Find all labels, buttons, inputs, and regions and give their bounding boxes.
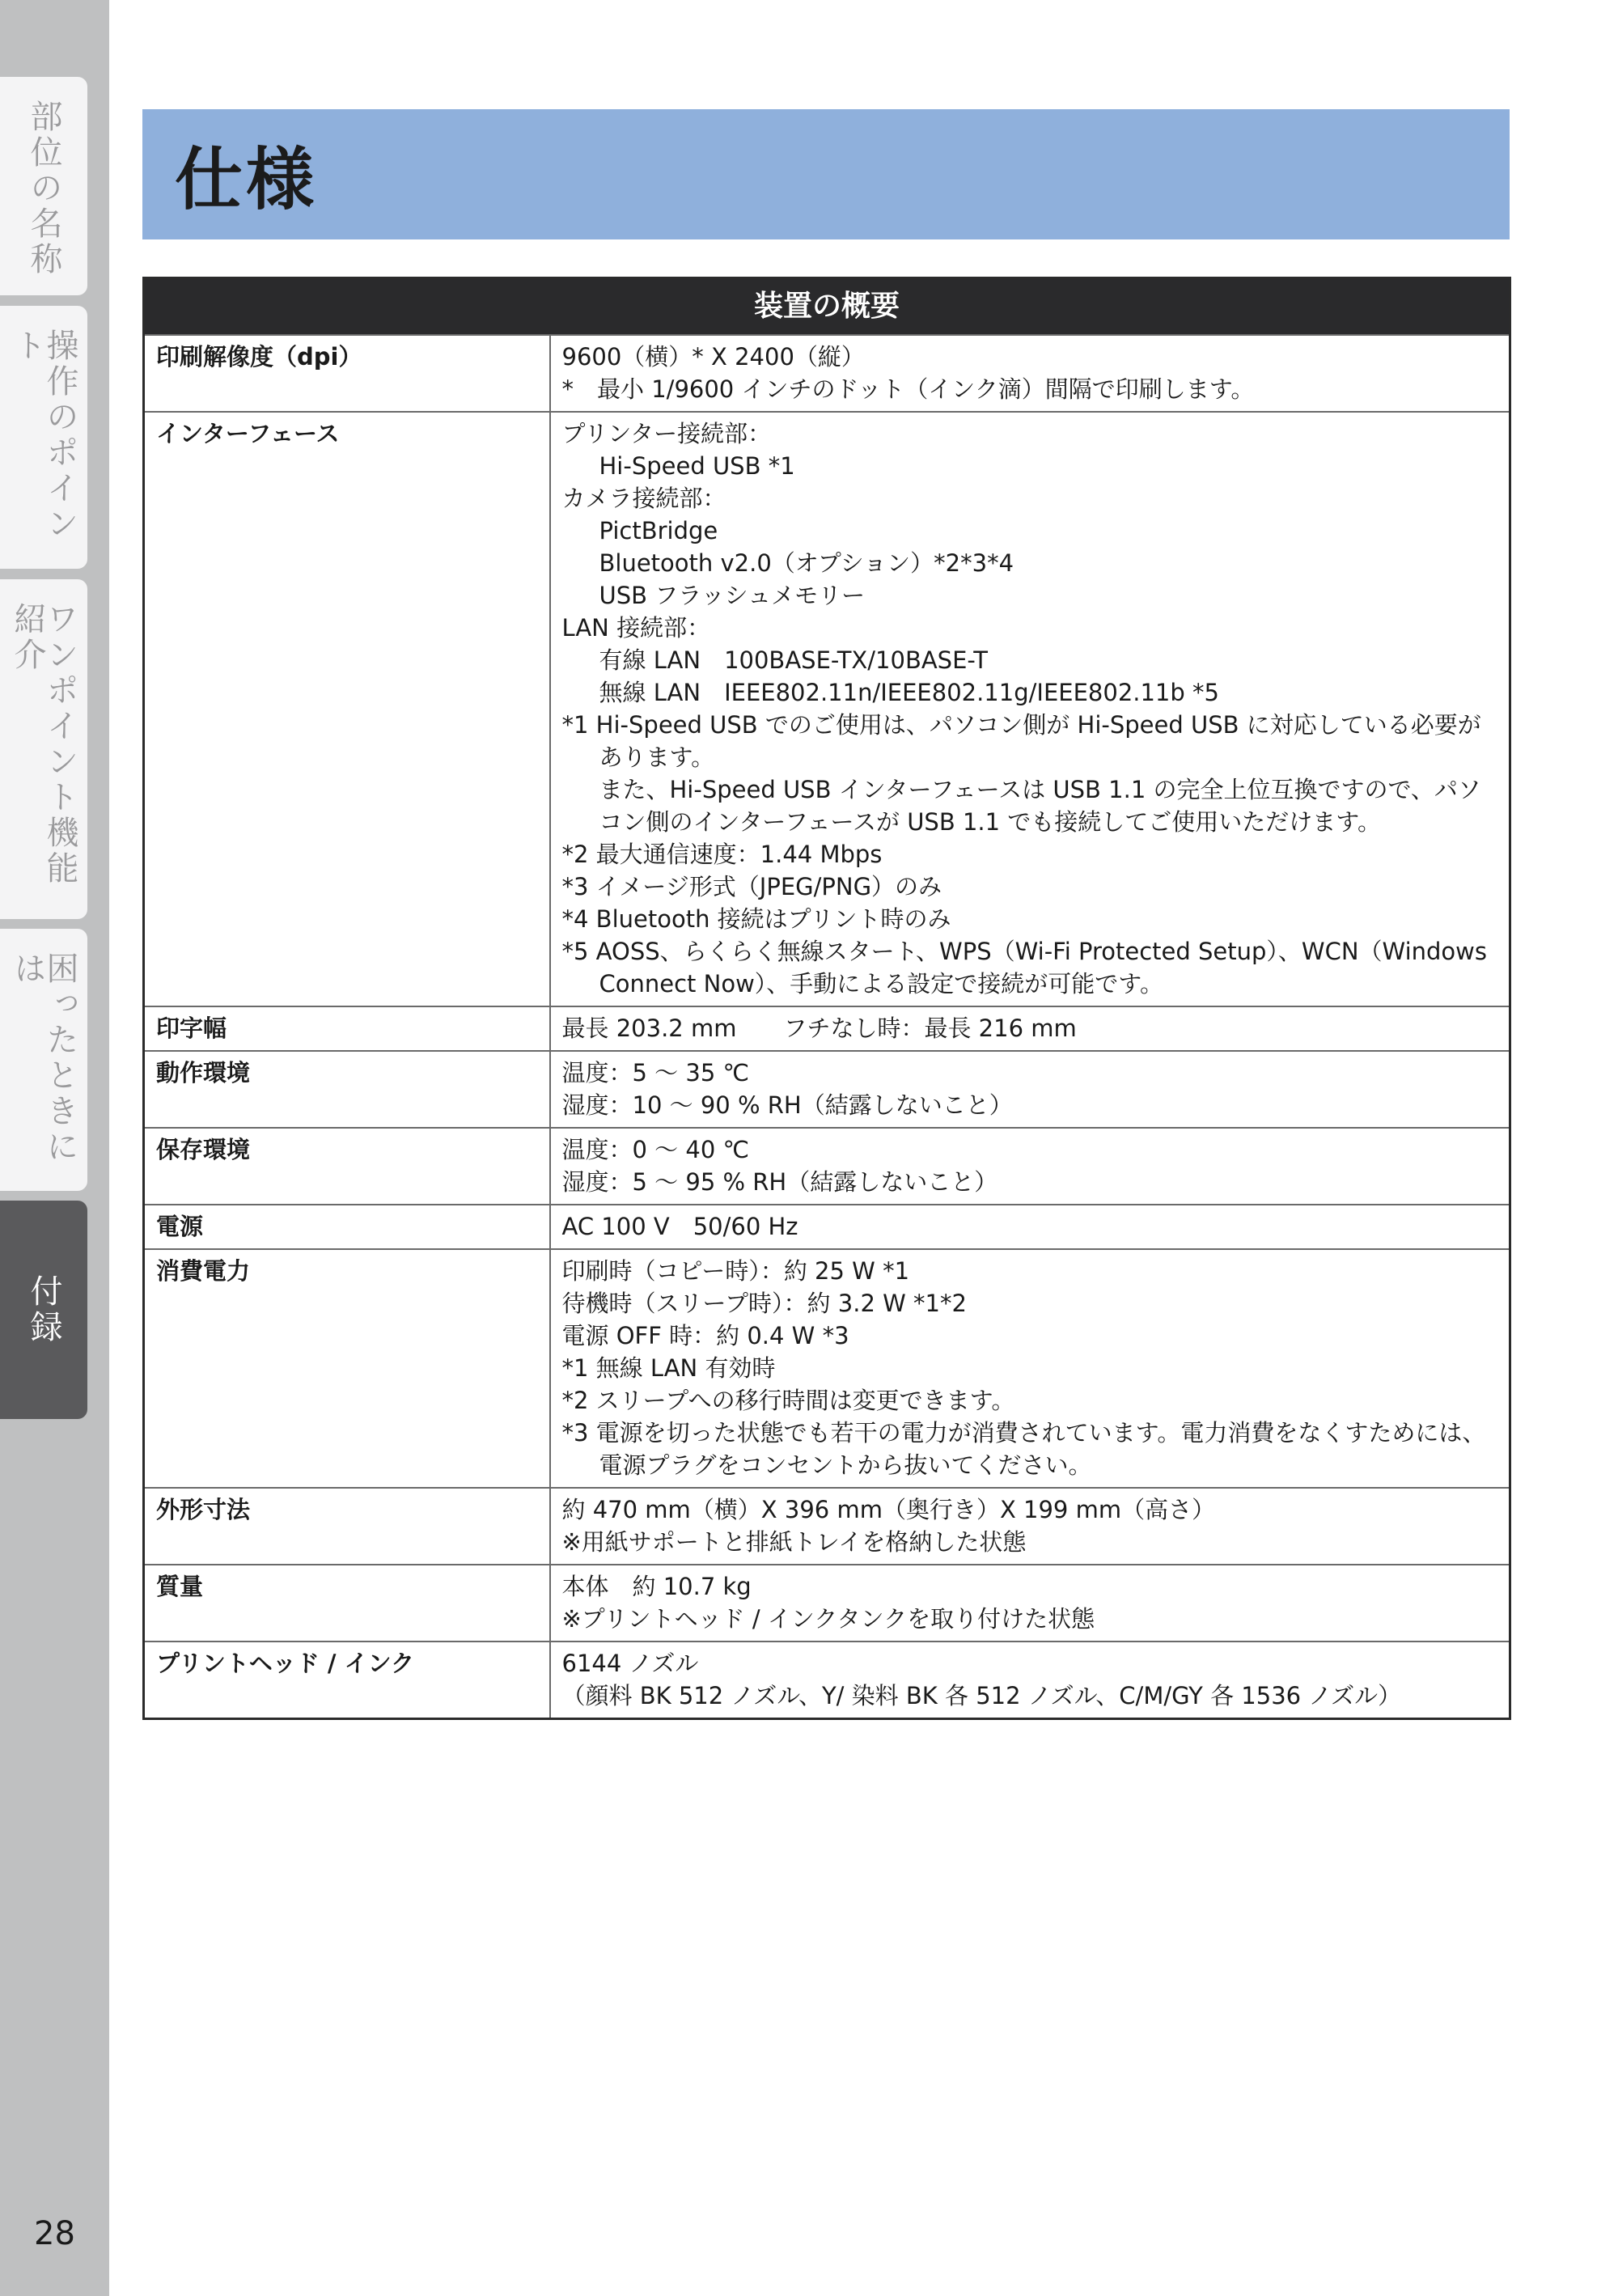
footnote-line: *2 最大通信速度：1.44 Mbps xyxy=(561,841,883,868)
page-title: 仕様 xyxy=(175,140,318,219)
value-line: 温度：5 ～ 35 ℃ xyxy=(561,1059,750,1087)
table-row xyxy=(144,1565,1510,1642)
row-label: 消費電力 xyxy=(144,1249,550,1488)
value-line: 無線 LAN IEEE802.11n/IEEE802.11g/IEEE802.11b *5 xyxy=(599,679,1219,706)
row-value xyxy=(550,1051,1510,1128)
value-line: * 最小 1/9600 インチのドット（インク滴）間隔で印刷します。 xyxy=(561,375,1255,403)
table-header-row xyxy=(144,278,1510,336)
value-line: ※用紙サポートと排紙トレイを格納した状態 xyxy=(561,1528,1027,1556)
page-number: 28 xyxy=(34,2215,75,2252)
footnote-line: *1 Hi-Speed USB でのご使用は、パソコン側が Hi-Speed USB に対応している必要があります。 xyxy=(561,711,1481,771)
row-value xyxy=(550,412,1510,1006)
table-heading: 装置の概要 xyxy=(144,278,1510,336)
footnote-line: *1 無線 LAN 有効時 xyxy=(561,1354,776,1382)
row-value xyxy=(550,1642,1510,1719)
value-line: 湿度：5 ～ 95 % RH（結露しないこと） xyxy=(561,1168,998,1196)
row-label: プリントヘッド / インク xyxy=(144,1642,550,1719)
table-row xyxy=(144,1128,1510,1205)
side-tab-label: 付録 xyxy=(25,1274,62,1345)
value-line: Hi-Speed USB *1 xyxy=(599,452,795,480)
side-tab-label: 困ったときには xyxy=(9,951,78,1165)
side-tab-feature-intro[interactable] xyxy=(0,579,87,919)
value-line: PictBridge xyxy=(599,517,718,544)
value-line: 待機時（スリープ時）：約 3.2 W *1*2 xyxy=(561,1290,967,1317)
row-label: 電源 xyxy=(144,1205,550,1249)
table-row xyxy=(144,1006,1510,1051)
side-tab-label: 操作のポイント xyxy=(9,328,78,542)
value-line: ※プリントヘッド / インクタンクを取り付けた状態 xyxy=(561,1605,1095,1633)
row-value xyxy=(550,1205,1510,1249)
footnote-line: *5 AOSS、らくらく無線スタート、WPS（Wi-Fi Protected Setup）、WCN（Windows Connect Now）、手動による設定で接続が可能です。 xyxy=(561,938,1487,998)
row-value xyxy=(550,1565,1510,1642)
value-line: 最長 203.2 mm フチなし時：最長 216 mm xyxy=(561,1015,1077,1042)
footnote-line: *3 電源を切った状態でも若干の電力が消費されています。電力消費をなくすためには、電源プラグをコンセントから抜いてください。 xyxy=(561,1419,1486,1479)
value-line: 湿度：10 ～ 90 % RH（結露しないこと） xyxy=(561,1091,1013,1119)
table-row xyxy=(144,1205,1510,1249)
value-line: LAN 接続部： xyxy=(561,614,711,642)
row-value xyxy=(550,1488,1510,1565)
side-tab-label: ワンポイント機能紹介 xyxy=(9,602,78,887)
row-label: インターフェース xyxy=(144,412,550,1006)
side-tab-part-names[interactable] xyxy=(0,77,87,295)
side-navigation xyxy=(0,0,109,2296)
footnote-line: *4 Bluetooth 接続はプリント時のみ xyxy=(561,905,951,933)
row-value xyxy=(550,1006,1510,1051)
value-line: 本体 約 10.7 kg xyxy=(561,1573,752,1600)
side-tab-operation-points[interactable] xyxy=(0,306,87,569)
value-line: USB フラッシュメモリー xyxy=(599,582,866,609)
footnote-line: *2 スリープへの移行時間は変更できます。 xyxy=(561,1387,1015,1414)
value-line: 有線 LAN 100BASE-TX/10BASE-T xyxy=(599,646,988,674)
table-row xyxy=(144,335,1510,412)
value-line: 約 470 mm（横）X 396 mm（奥行き）X 199 mm（高さ） xyxy=(561,1496,1216,1523)
table-row xyxy=(144,412,1510,1006)
value-line: 6144 ノズル xyxy=(561,1650,699,1677)
value-line: カメラ接続部： xyxy=(561,485,726,512)
value-line: 9600（横）* X 2400（縦） xyxy=(561,343,865,371)
title-banner xyxy=(142,109,1510,239)
row-value xyxy=(550,1128,1510,1205)
spec-table xyxy=(142,277,1511,1720)
row-label: 外形寸法 xyxy=(144,1488,550,1565)
table-row xyxy=(144,1249,1510,1488)
value-line: 温度：0 ～ 40 ℃ xyxy=(561,1136,750,1163)
value-line: AC 100 V 50/60 Hz xyxy=(561,1213,798,1240)
value-line: プリンター接続部： xyxy=(561,420,772,447)
row-label: 質量 xyxy=(144,1565,550,1642)
side-tab-troubleshooting[interactable] xyxy=(0,929,87,1191)
side-tab-label: 部位の名称 xyxy=(25,100,62,277)
footnote-line: *3 イメージ形式（JPEG/PNG）のみ xyxy=(561,873,942,900)
value-line: （顔料 BK 512 ノズル、Y/ 染料 BK 各 512 ノズル、C/M/GY 各 1536 ノズル） xyxy=(561,1682,1402,1709)
row-value xyxy=(550,1249,1510,1488)
footnote-line: また、Hi-Speed USB インターフェースは USB 1.1 の完全上位互換ですので、パソコン側のインターフェースが USB 1.1 でも接続してご使用いただけます。 xyxy=(599,776,1481,836)
table-row xyxy=(144,1051,1510,1128)
row-label: 印刷解像度（dpi） xyxy=(144,335,550,412)
table-row xyxy=(144,1642,1510,1719)
value-line: 電源 OFF 時：約 0.4 W *3 xyxy=(561,1322,849,1349)
table-row xyxy=(144,1488,1510,1565)
row-label: 印字幅 xyxy=(144,1006,550,1051)
value-line: Bluetooth v2.0（オプション）*2*3*4 xyxy=(599,549,1014,577)
row-label: 動作環境 xyxy=(144,1051,550,1128)
row-label: 保存環境 xyxy=(144,1128,550,1205)
row-value xyxy=(550,335,1510,412)
side-tab-appendix[interactable] xyxy=(0,1201,87,1419)
value-line: 印刷時（コピー時）：約 25 W *1 xyxy=(561,1257,910,1285)
